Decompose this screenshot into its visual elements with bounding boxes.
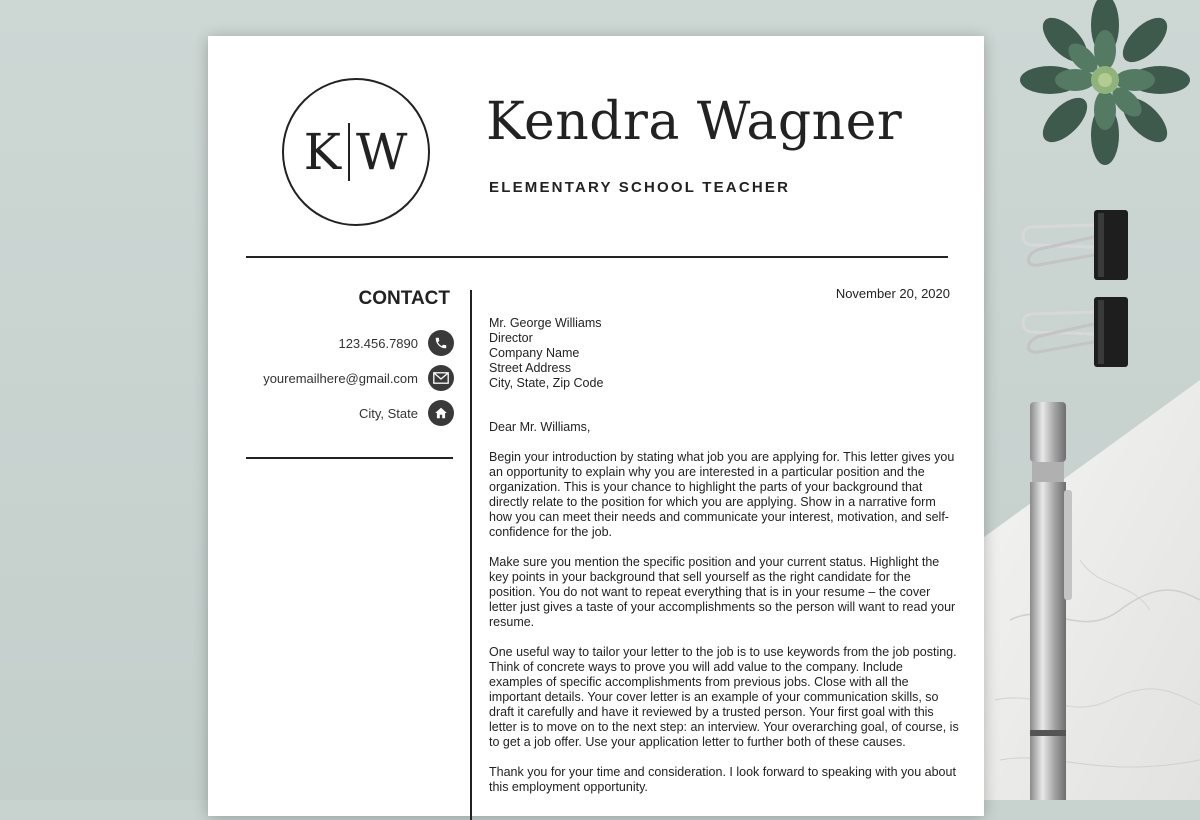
phone-number: 123.456.7890 bbox=[338, 335, 418, 351]
recipient-name: Mr. George Williams bbox=[489, 316, 602, 330]
location: City, State bbox=[358, 405, 418, 421]
contact-phone-row bbox=[248, 330, 454, 356]
contact-divider bbox=[246, 457, 453, 459]
letter-paragraph: Thank you for your time and consideration. I look forward to speaking with you about this employment opportunity. bbox=[489, 765, 956, 794]
header-divider bbox=[246, 256, 948, 258]
monogram-initial-right: W bbox=[355, 123, 409, 181]
contact-location-row bbox=[248, 400, 454, 426]
binder-clip-icon bbox=[1012, 205, 1132, 285]
succulent-plant-icon bbox=[1010, 0, 1200, 180]
letter-paragraph: Make sure you mention the specific position and your current status. Highlight the key points in your background that sell yourself as the right candidate for the position. You do not want to repeat everything that is in your resume – the cover letter just gives a taste of your accomplishments so the person will want to read your resume. bbox=[489, 555, 956, 629]
letter-body bbox=[489, 420, 959, 810]
email-address: youremailhere@gmail.com bbox=[263, 370, 418, 386]
salutation: Dear Mr. Williams, bbox=[489, 420, 591, 434]
letter-paragraph: One useful way to tailor your letter to the job is to use keywords from the job posting. Think of concrete ways to prove you will add value to the company. Include examples of specific accomplishments from previous jobs. Close with all the important details. Your cover letter is an example of your communication skills, so draft it carefully and have it reviewed by a trusted person. Your first goal with this letter is to move on to the next step: an interview. Your overarching goal, of course, is to get a job offer. Use your application letter to further both of these causes. bbox=[489, 645, 959, 749]
candidate-name: Kendra Wagner bbox=[486, 92, 903, 152]
resume-page bbox=[208, 36, 984, 816]
monogram-divider bbox=[348, 123, 350, 181]
letter-date: November 20, 2020 bbox=[835, 286, 950, 301]
recipient-city: City, State, Zip Code bbox=[489, 376, 604, 390]
monogram-initial-left: K bbox=[303, 123, 342, 181]
letter-paragraph: Begin your introduction by stating what job you are applying for. This letter gives you an opportunity to explain why you are interested in a particular position and the organization. This is your chance to highlight the parts of your background that directly relate to the position for which you are applying. Show in a narrative form how you can meet their needs and communicate your interest, motivation, and self-confidence for the job. bbox=[489, 450, 955, 539]
binder-clip-icon bbox=[1012, 292, 1132, 372]
job-title: ELEMENTARY SCHOOL TEACHER bbox=[489, 179, 791, 196]
column-divider bbox=[470, 290, 472, 820]
monogram-logo bbox=[282, 78, 430, 226]
contact-heading: CONTACT bbox=[358, 288, 450, 309]
contact-email-row bbox=[248, 365, 454, 391]
recipient-block bbox=[489, 316, 603, 391]
recipient-title: Director bbox=[489, 331, 533, 345]
mail-icon bbox=[428, 365, 454, 391]
pen-icon bbox=[1022, 400, 1082, 800]
phone-icon bbox=[428, 330, 454, 356]
home-icon bbox=[428, 400, 454, 426]
recipient-company: Company Name bbox=[489, 346, 580, 360]
recipient-street: Street Address bbox=[489, 361, 571, 375]
